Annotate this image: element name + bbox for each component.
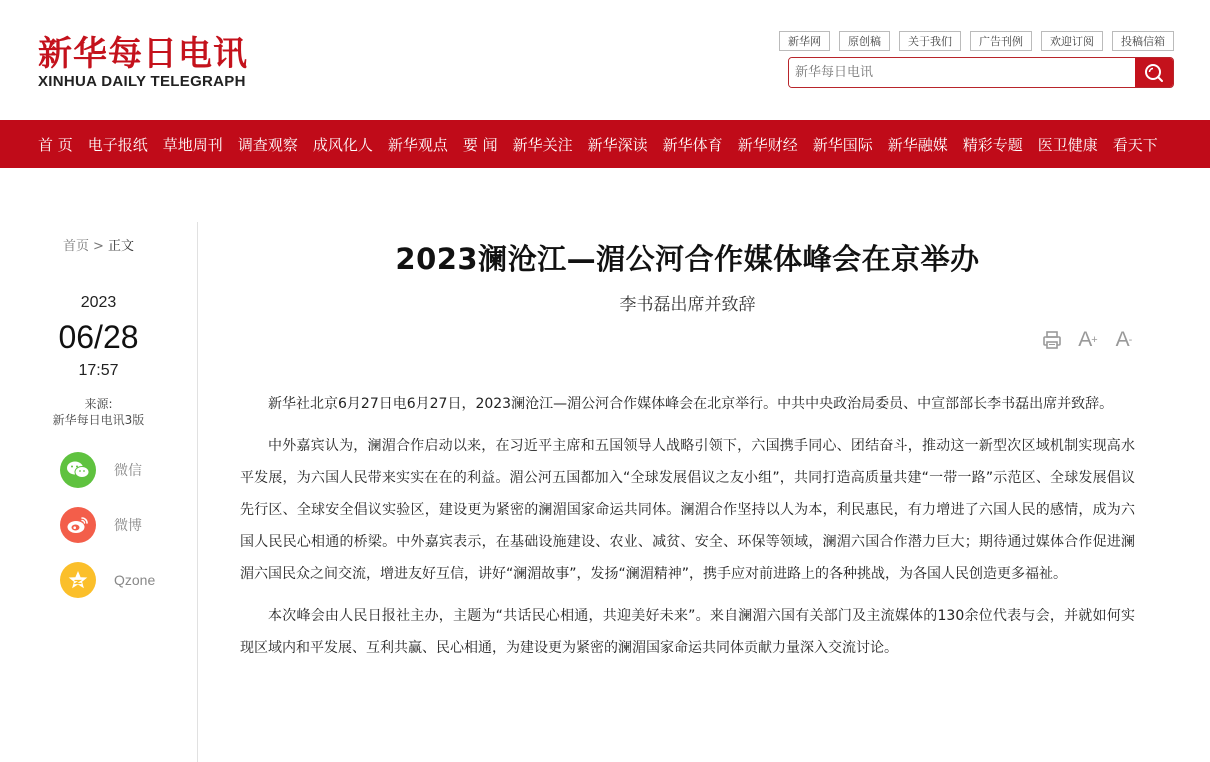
qzone-icon — [60, 562, 96, 598]
top-link-submit[interactable]: 投稿信箱 — [1112, 31, 1174, 51]
top-links-bar — [779, 31, 1174, 51]
nav-item-investigation[interactable]: 调查观察 — [237, 135, 298, 154]
article-subtitle: 李书磊出席并致辞 — [619, 295, 756, 315]
share-wechat[interactable] — [60, 452, 155, 488]
nav-item-health[interactable]: 医卫健康 — [1037, 135, 1098, 154]
breadcrumb-current: 正文 — [107, 239, 134, 254]
publish-month-day: 06/28 — [58, 319, 139, 355]
share-qzone[interactable] — [60, 562, 155, 598]
font-increase-button[interactable]: A + — [1078, 328, 1098, 351]
share-weibo[interactable] — [60, 507, 155, 543]
article-body — [240, 388, 1135, 674]
search-icon — [1144, 63, 1164, 83]
font-decrease-icon: A — [1115, 328, 1130, 351]
article-paragraph: 新华社北京6月27日电6月27日，2023澜沧江—湄公河合作媒体峰会在北京举行。中共中央政治局委员、中宣部部长李书磊出席并致辞。 — [268, 396, 1114, 412]
article-sidebar — [0, 222, 198, 762]
nav-item-media[interactable]: 新华融媒 — [887, 135, 948, 154]
nav-item-focus[interactable]: 新华关注 — [512, 135, 573, 154]
top-link-subscribe[interactable]: 欢迎订阅 — [1041, 31, 1103, 51]
nav-item-deep-read[interactable]: 新华深读 — [587, 135, 648, 154]
share-weibo-label: 微博 — [114, 517, 142, 533]
top-link-ad-rates[interactable]: 广告刊例 — [970, 31, 1032, 51]
print-button[interactable] — [1041, 329, 1063, 351]
wechat-icon — [60, 452, 96, 488]
nav-item-sports[interactable]: 新华体育 — [662, 135, 723, 154]
publish-year: 2023 — [80, 294, 117, 311]
share-qzone-label: Qzone — [114, 572, 156, 588]
search-button[interactable] — [1135, 58, 1173, 87]
breadcrumb — [0, 235, 197, 254]
nav-item-culture[interactable]: 成风化人 — [312, 135, 373, 154]
search-input[interactable] — [789, 58, 1135, 87]
article-tools — [1041, 329, 1135, 351]
font-decrease-button[interactable]: A - — [1115, 328, 1133, 351]
site-header — [0, 0, 1210, 120]
nav-item-news[interactable]: 要 闻 — [462, 135, 498, 154]
nav-item-finance[interactable]: 新华财经 — [737, 135, 798, 154]
search-box — [788, 57, 1174, 88]
font-increase-icon: A — [1078, 328, 1093, 351]
nav-item-caodi[interactable]: 草地周刊 — [162, 135, 223, 154]
weibo-icon — [60, 507, 96, 543]
logo-english-text: XINHUA DAILY TELEGRAPH — [38, 73, 246, 90]
nav-item-world[interactable]: 看天下 — [1112, 135, 1158, 154]
article — [240, 222, 1135, 656]
breadcrumb-home[interactable]: 首页 — [63, 239, 90, 254]
share-wechat-label: 微信 — [114, 462, 142, 478]
article-paragraph: 中外嘉宾认为，澜湄合作启动以来，在习近平主席和五国领导人战略引领下，六国携手同心、团结奋斗，推动这一新型次区域机制实现高水平发展，为六国人民带来实实在在的利益。湄公河五国都加入“全球发展倡议之友小组”，共同打造高质量共建“一带一路”示范区、全球发展倡议先行区、全球安全倡议实验区，建设更为紧密的澜湄国家命运共同体。澜湄合作坚持以人为本，利民惠民，有力增进了六国人民的感情，成为六国人民民心相通的桥梁。中外嘉宾表示，在基础设施建设、农业、减贫、安全、环保等领域，澜湄六国合作潜力巨大；期待通过媒体合作促进澜湄六国民众之间交流，增进友好互信，讲好“澜湄故事”，发扬“澜湄精神”，携手应对前进路上的各种挑战，为各国人民创造更多福祉。 — [240, 438, 1135, 582]
top-link-original[interactable]: 原创稿 — [839, 31, 890, 51]
article-title: 2023澜沧江—湄公河合作媒体峰会在京举办 — [395, 242, 980, 276]
top-link-about[interactable]: 关于我们 — [899, 31, 961, 51]
main-nav — [0, 120, 1210, 168]
nav-item-home[interactable]: 首 页 — [38, 135, 73, 154]
source-value: 新华每日电讯3版 — [52, 413, 145, 427]
print-icon — [1042, 330, 1062, 350]
nav-item-opinion[interactable]: 新华观点 — [387, 135, 448, 154]
logo-chinese-text: 新华每日电讯 — [38, 34, 248, 74]
share-list — [60, 452, 155, 617]
article-paragraph: 本次峰会由人民日报社主办，主题为“共话民心相通，共迎美好未来”。来自澜湄六国有关部门及主流媒体的130余位代表与会，并就如何实现区域内和平发展、互利共赢、民心相通，为建设更为紧密的澜湄国家命运共同体贡献力量深入交流讨论。 — [240, 608, 1135, 656]
source-label: 来源: — [84, 397, 113, 411]
top-link-xinhuanet[interactable]: 新华网 — [779, 31, 830, 51]
nav-item-epaper[interactable]: 电子报纸 — [87, 135, 148, 154]
publish-time: 17:57 — [78, 362, 119, 379]
nav-item-specials[interactable]: 精彩专题 — [962, 135, 1023, 154]
nav-item-international[interactable]: 新华国际 — [812, 135, 873, 154]
site-logo[interactable] — [38, 34, 248, 90]
breadcrumb-separator: > — [93, 239, 104, 254]
